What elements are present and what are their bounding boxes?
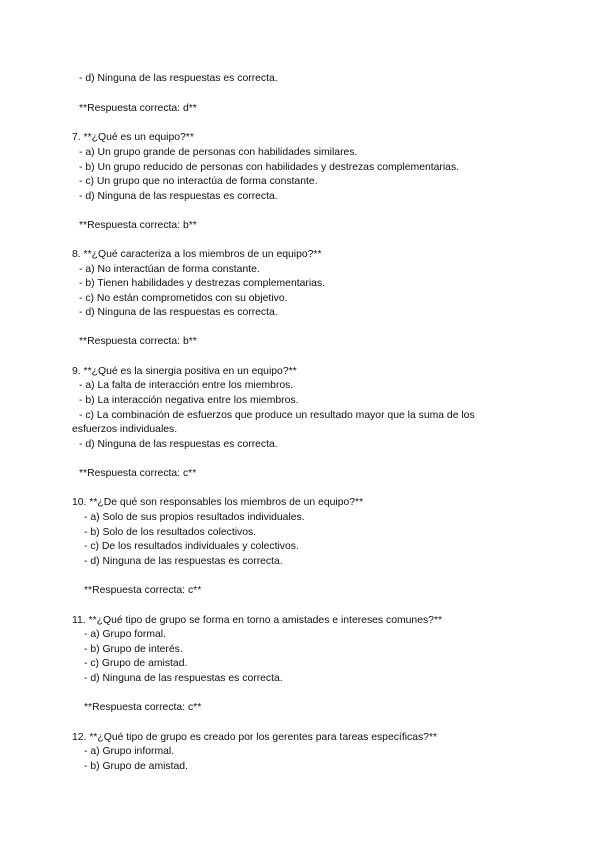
q11-option-d: - d) Ninguna de las respuestas es correcta. xyxy=(84,673,283,684)
question-7: 7. **¿Qué es un equipo?** xyxy=(72,132,194,143)
q8-option-b: - b) Tienen habilidades y destrezas complementarias. xyxy=(79,278,326,289)
q7-option-b: - b) Un grupo reducido de personas con habilidades y destrezas complementarias. xyxy=(79,162,460,173)
question-11: 11. **¿Qué tipo de grupo se forma en torno a amistades e intereses comunes?** xyxy=(72,615,443,626)
q9-option-b: - b) La interacción negativa entre los miembros. xyxy=(79,395,299,406)
q11-option-c: - c) Grupo de amistad. xyxy=(84,658,188,669)
q9-option-c-continued: esfuerzos individuales. xyxy=(72,424,178,435)
q11-correct-answer: **Respuesta correcta: c** xyxy=(84,702,202,713)
q8-option-c: - c) No están comprometidos con su objetivo. xyxy=(79,293,288,304)
question-12: 12. **¿Qué tipo de grupo es creado por los gerentes para tareas específicas?** xyxy=(72,732,438,743)
q10-option-b: - b) Solo de los resultados colectivos. xyxy=(84,527,257,538)
q9-correct-answer: **Respuesta correcta: c** xyxy=(79,468,197,479)
q7-option-c: - c) Un grupo que no interactúa de forma constante. xyxy=(79,176,318,187)
question-10: 10. **¿De qué son responsables los miembros de un equipo?** xyxy=(72,497,364,508)
q8-correct-answer: **Respuesta correcta: b** xyxy=(79,336,197,347)
q11-option-a: - a) Grupo formal. xyxy=(84,629,166,640)
question-9: 9. **¿Qué es la sinergia positiva en un equipo?** xyxy=(72,366,297,377)
option-d: - d) Ninguna de las respuestas es correcta. xyxy=(79,73,278,84)
q12-option-a: - a) Grupo informal. xyxy=(84,746,175,757)
correct-answer: **Respuesta correcta: d** xyxy=(79,103,197,114)
q7-correct-answer: **Respuesta correcta: b** xyxy=(79,220,197,231)
q10-option-d: - d) Ninguna de las respuestas es correcta. xyxy=(84,556,283,567)
q7-option-a: - a) Un grupo grande de personas con habilidades similares. xyxy=(79,147,358,158)
q11-option-b: - b) Grupo de interés. xyxy=(84,644,183,655)
q10-option-c: - c) De los resultados individuales y colectivos. xyxy=(84,541,299,552)
q9-option-a: - a) La falta de interacción entre los miembros. xyxy=(79,380,294,391)
q12-option-b: - b) Grupo de amistad. xyxy=(84,761,188,772)
q9-option-c: - c) La combinación de esfuerzos que produce un resultado mayor que la suma de los xyxy=(79,410,475,421)
q9-option-d: - d) Ninguna de las respuestas es correcta. xyxy=(79,439,278,450)
q10-correct-answer: **Respuesta correcta: c** xyxy=(84,585,202,596)
q10-option-a: - a) Solo de sus propios resultados individuales. xyxy=(84,512,305,523)
q8-option-d: - d) Ninguna de las respuestas es correcta. xyxy=(79,307,278,318)
q7-option-d: - d) Ninguna de las respuestas es correcta. xyxy=(79,191,278,202)
q8-option-a: - a) No interactúan de forma constante. xyxy=(79,264,260,275)
question-8: 8. **¿Qué caracteriza a los miembros de un equipo?** xyxy=(72,249,322,260)
